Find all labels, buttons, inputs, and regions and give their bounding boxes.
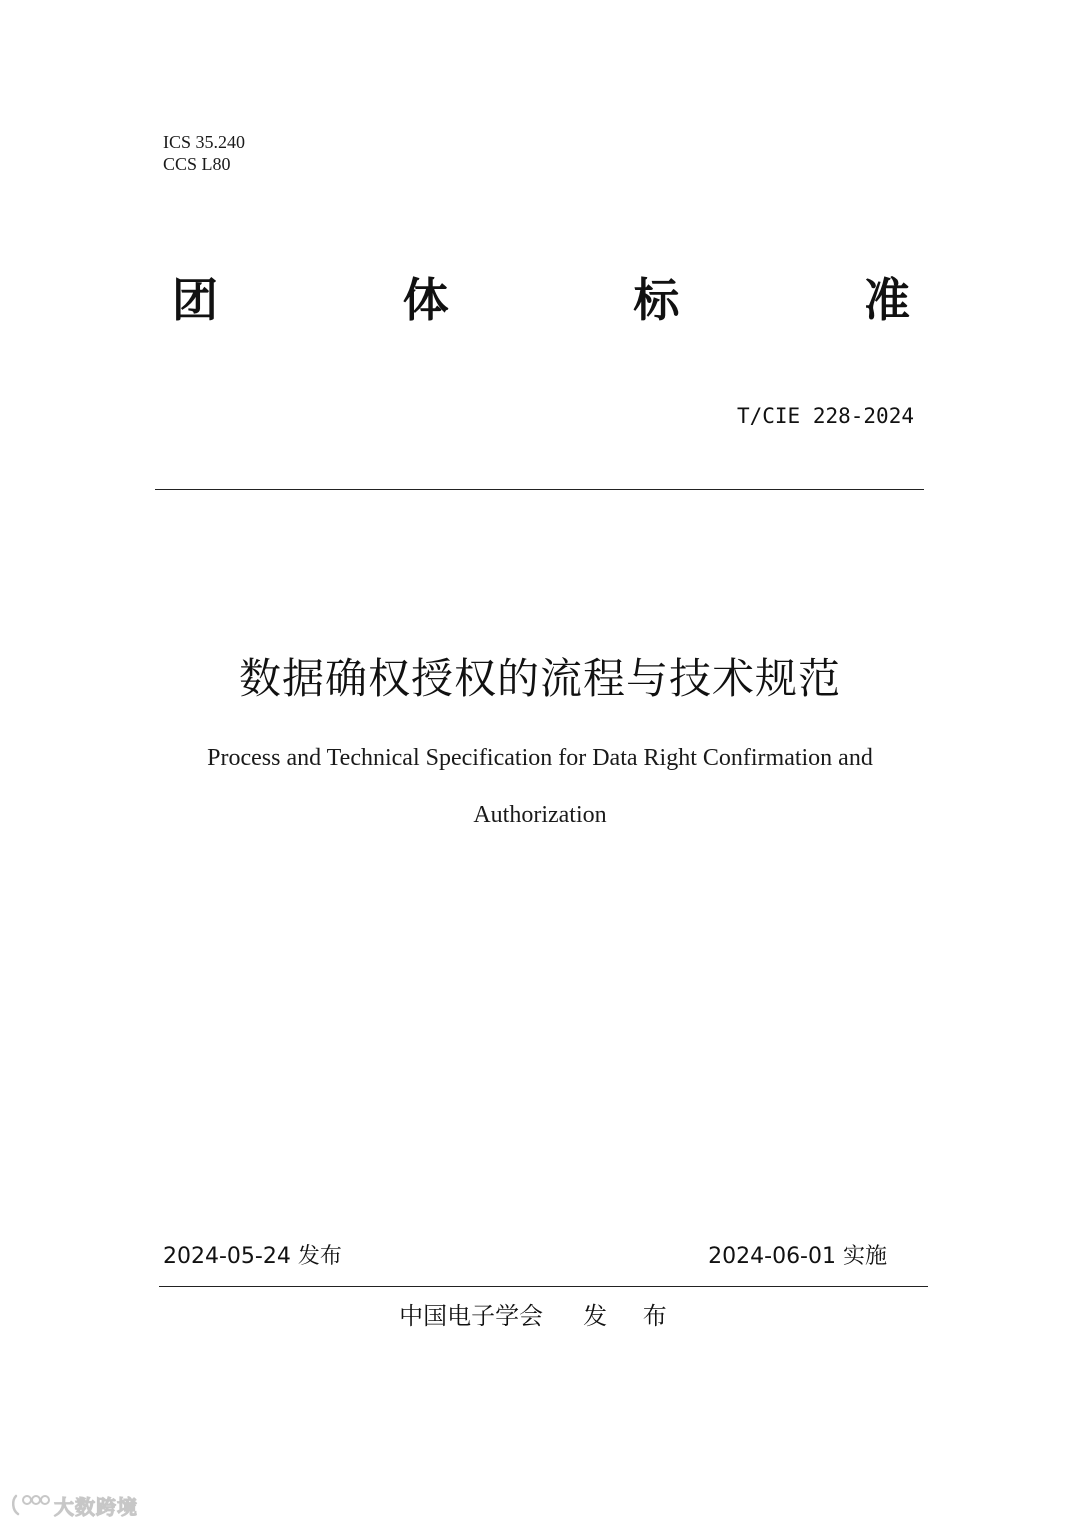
standard-type-heading xyxy=(172,268,910,332)
standard-type-char: 体 xyxy=(402,273,449,327)
watermark-text: 大数跨境 xyxy=(54,1494,138,1519)
standard-type-char: 准 xyxy=(863,273,910,327)
ccs-code: CCS L80 xyxy=(163,154,231,174)
brand-logo-icon xyxy=(10,1492,50,1518)
watermark xyxy=(10,1490,138,1520)
bottom-divider xyxy=(159,1286,928,1287)
top-divider xyxy=(155,489,924,490)
publisher-name: 中国电子学会 xyxy=(399,1302,544,1330)
publisher-line xyxy=(0,1299,1080,1333)
implementation-date: 2024-06-01 实施 xyxy=(708,1244,887,1269)
publisher-action: 发 布 xyxy=(583,1302,681,1330)
standard-type-char: 标 xyxy=(633,273,680,327)
issue-date: 2024-05-24 发布 xyxy=(163,1244,342,1269)
title-english: Process and Technical Specification for Data Right Confirmation and Authorization xyxy=(207,745,873,828)
ics-code: ICS 35.240 xyxy=(163,132,246,152)
standard-code: T/CIE 228-2024 xyxy=(736,404,914,428)
title-chinese: 数据确权授权的流程与技术规范 xyxy=(238,654,841,703)
standard-type-char: 团 xyxy=(172,273,218,327)
